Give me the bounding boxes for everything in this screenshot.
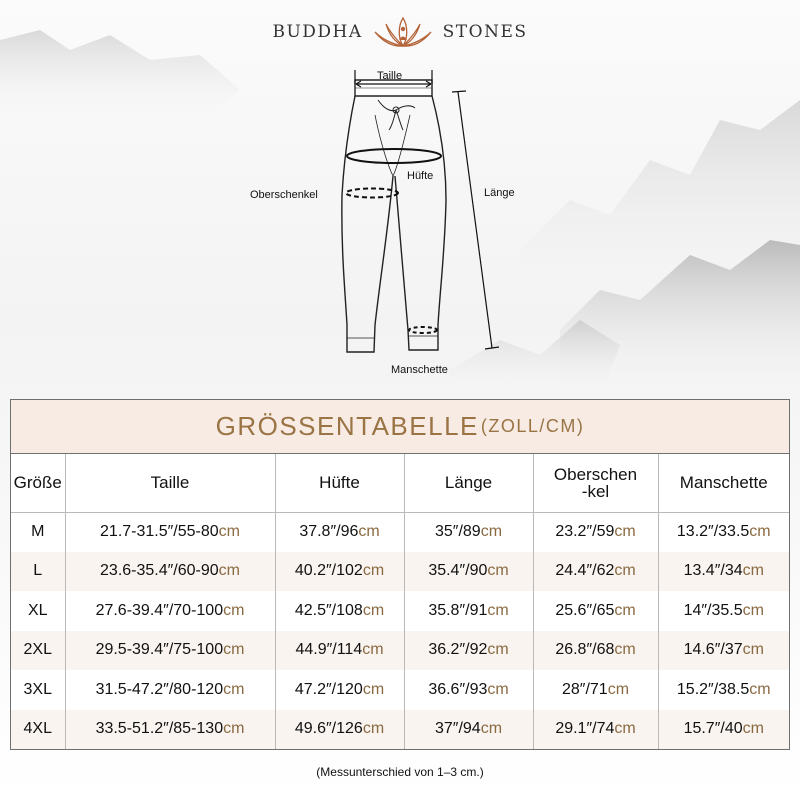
cell-value: 23.6-35.4″/60-90 (100, 562, 219, 580)
cell-size: 4XL (11, 710, 65, 750)
cell-unit: cm (358, 523, 380, 540)
cell-oberschenkel (533, 552, 658, 592)
cell-value: 35.8″/91 (428, 601, 488, 619)
cell-manschette (658, 552, 789, 592)
table-row (11, 710, 789, 750)
label-oberschenkel: Oberschenkel (250, 189, 318, 201)
cell-taille (65, 670, 275, 710)
table-body (11, 512, 789, 749)
cell-lange (404, 670, 533, 710)
measurement-note: (Messunterschied von 1–3 cm.) (316, 765, 484, 779)
cell-value: 37″/94 (434, 720, 481, 738)
label-taille: Taille (377, 70, 403, 82)
cell-taille (65, 591, 275, 631)
cell-value: 37.8″/96 (299, 523, 359, 540)
cell-taille (65, 710, 275, 750)
cell-value: 42.5″/108 (294, 601, 363, 619)
cell-lange (404, 631, 533, 671)
cell-value: 36.2″/92 (428, 641, 488, 659)
cell-value: 26.8″/68 (555, 641, 615, 659)
cell-oberschenkel (533, 631, 658, 671)
table-title-unit: (ZOLL/CM) (480, 416, 585, 436)
cell-manschette (658, 512, 789, 552)
size-table (11, 454, 789, 749)
cell-unit: cm (223, 720, 245, 738)
header-grosse: Größe (11, 454, 65, 512)
cell-value: 36.6″/93 (428, 680, 488, 698)
cell-hufte (275, 670, 404, 710)
header-manschette: Manschette (658, 454, 789, 512)
cell-manschette (658, 591, 789, 631)
cell-manschette (658, 631, 789, 671)
cell-value: 49.6″/126 (294, 720, 363, 738)
cell-unit: cm (614, 641, 636, 659)
cell-value: 47.2″/120 (294, 680, 363, 698)
cell-unit: cm (742, 720, 764, 738)
cell-size: M (11, 512, 65, 552)
cell-unit: cm (480, 523, 503, 540)
cell-value: 44.9″/114 (295, 641, 363, 659)
cell-unit: cm (607, 680, 630, 698)
cell-hufte (275, 631, 404, 671)
cell-hufte (275, 710, 404, 750)
cell-lange (404, 512, 533, 552)
label-lange: Länge (484, 187, 515, 199)
label-manschette: Manschette (391, 364, 448, 376)
cell-lange (404, 710, 533, 750)
cell-value: 29.1″/74 (555, 720, 615, 738)
cell-unit: cm (362, 562, 385, 580)
header-taille: Taille (65, 454, 275, 512)
cell-lange (404, 591, 533, 631)
cell-unit: cm (614, 523, 636, 540)
cell-oberschenkel (533, 591, 658, 631)
cell-taille (65, 512, 275, 552)
cell-value: 35.4″/90 (428, 562, 488, 580)
cell-unit: cm (223, 641, 245, 659)
cell-unit: cm (487, 680, 509, 698)
cell-value: 14.6″/37 (683, 641, 743, 659)
cell-manschette (658, 670, 789, 710)
cell-value: 13.2″/33.5 (676, 523, 750, 540)
cell-unit: cm (614, 562, 636, 580)
cell-size: XL (11, 591, 65, 631)
table-title (11, 400, 789, 454)
cell-value: 13.4″/34 (683, 562, 743, 580)
cell-value: 24.4″/62 (555, 562, 615, 580)
cell-oberschenkel (533, 512, 658, 552)
cell-hufte (275, 591, 404, 631)
cell-unit: cm (218, 523, 240, 540)
cell-value: 23.2″/59 (555, 523, 615, 540)
cell-size: 2XL (11, 631, 65, 671)
cell-unit: cm (487, 641, 509, 659)
cell-hufte (275, 552, 404, 592)
cell-unit: cm (487, 562, 509, 580)
cell-value: 33.5-51.2″/85-130 (95, 720, 224, 738)
cell-unit: cm (218, 562, 240, 580)
cell-unit: cm (362, 641, 384, 659)
cell-unit: cm (223, 680, 245, 698)
header-oberschenkel: Oberschen -kel (533, 454, 658, 512)
table-title-text: GRÖSSENTABELLE (215, 411, 479, 441)
cell-value: 35″/89 (434, 523, 481, 540)
cell-unit: cm (749, 680, 771, 698)
cell-unit: cm (480, 720, 503, 738)
header-lange: Länge (404, 454, 533, 512)
cell-unit: cm (614, 720, 636, 738)
table-header-row (11, 454, 789, 512)
cell-unit: cm (362, 601, 385, 619)
cell-taille (65, 552, 275, 592)
cell-value: 29.5-39.4″/75-100 (95, 641, 224, 659)
table-row (11, 631, 789, 671)
cell-lange (404, 552, 533, 592)
brand-name-left: BUDDHA (272, 22, 363, 42)
cell-size: L (11, 552, 65, 592)
brand-name-right: STONES (442, 22, 528, 42)
label-hufte: Hüfte (407, 170, 434, 182)
cell-value: 27.6-39.4″/70-100 (95, 601, 224, 619)
cell-unit: cm (742, 641, 764, 659)
cell-oberschenkel (533, 710, 658, 750)
cell-value: 14″/35.5 (683, 601, 743, 619)
cell-value: 28″/71 (561, 680, 608, 698)
cell-size: 3XL (11, 670, 65, 710)
cell-unit: cm (614, 601, 636, 619)
cell-manschette (658, 710, 789, 750)
table-row (11, 552, 789, 592)
cell-value: 15.7″/40 (683, 720, 743, 738)
cell-value: 25.6″/65 (555, 601, 615, 619)
cell-value: 21.7-31.5″/55-80 (100, 523, 219, 540)
cell-hufte (275, 512, 404, 552)
cell-unit: cm (742, 562, 764, 580)
cell-unit: cm (487, 601, 509, 619)
cell-value: 15.2″/38.5 (676, 680, 750, 698)
cell-unit: cm (742, 601, 764, 619)
cell-value: 31.5-47.2″/80-120 (95, 680, 224, 698)
cell-unit: cm (749, 523, 771, 540)
cell-value: 40.2″/102 (294, 562, 363, 580)
cell-taille (65, 631, 275, 671)
table-row (11, 670, 789, 710)
cell-oberschenkel (533, 670, 658, 710)
table-row (11, 512, 789, 552)
cell-unit: cm (223, 601, 245, 619)
cell-unit: cm (362, 680, 385, 698)
size-chart-table (10, 399, 790, 750)
table-row (11, 591, 789, 631)
header-hufte: Hüfte (275, 454, 404, 512)
cell-unit: cm (362, 720, 385, 738)
